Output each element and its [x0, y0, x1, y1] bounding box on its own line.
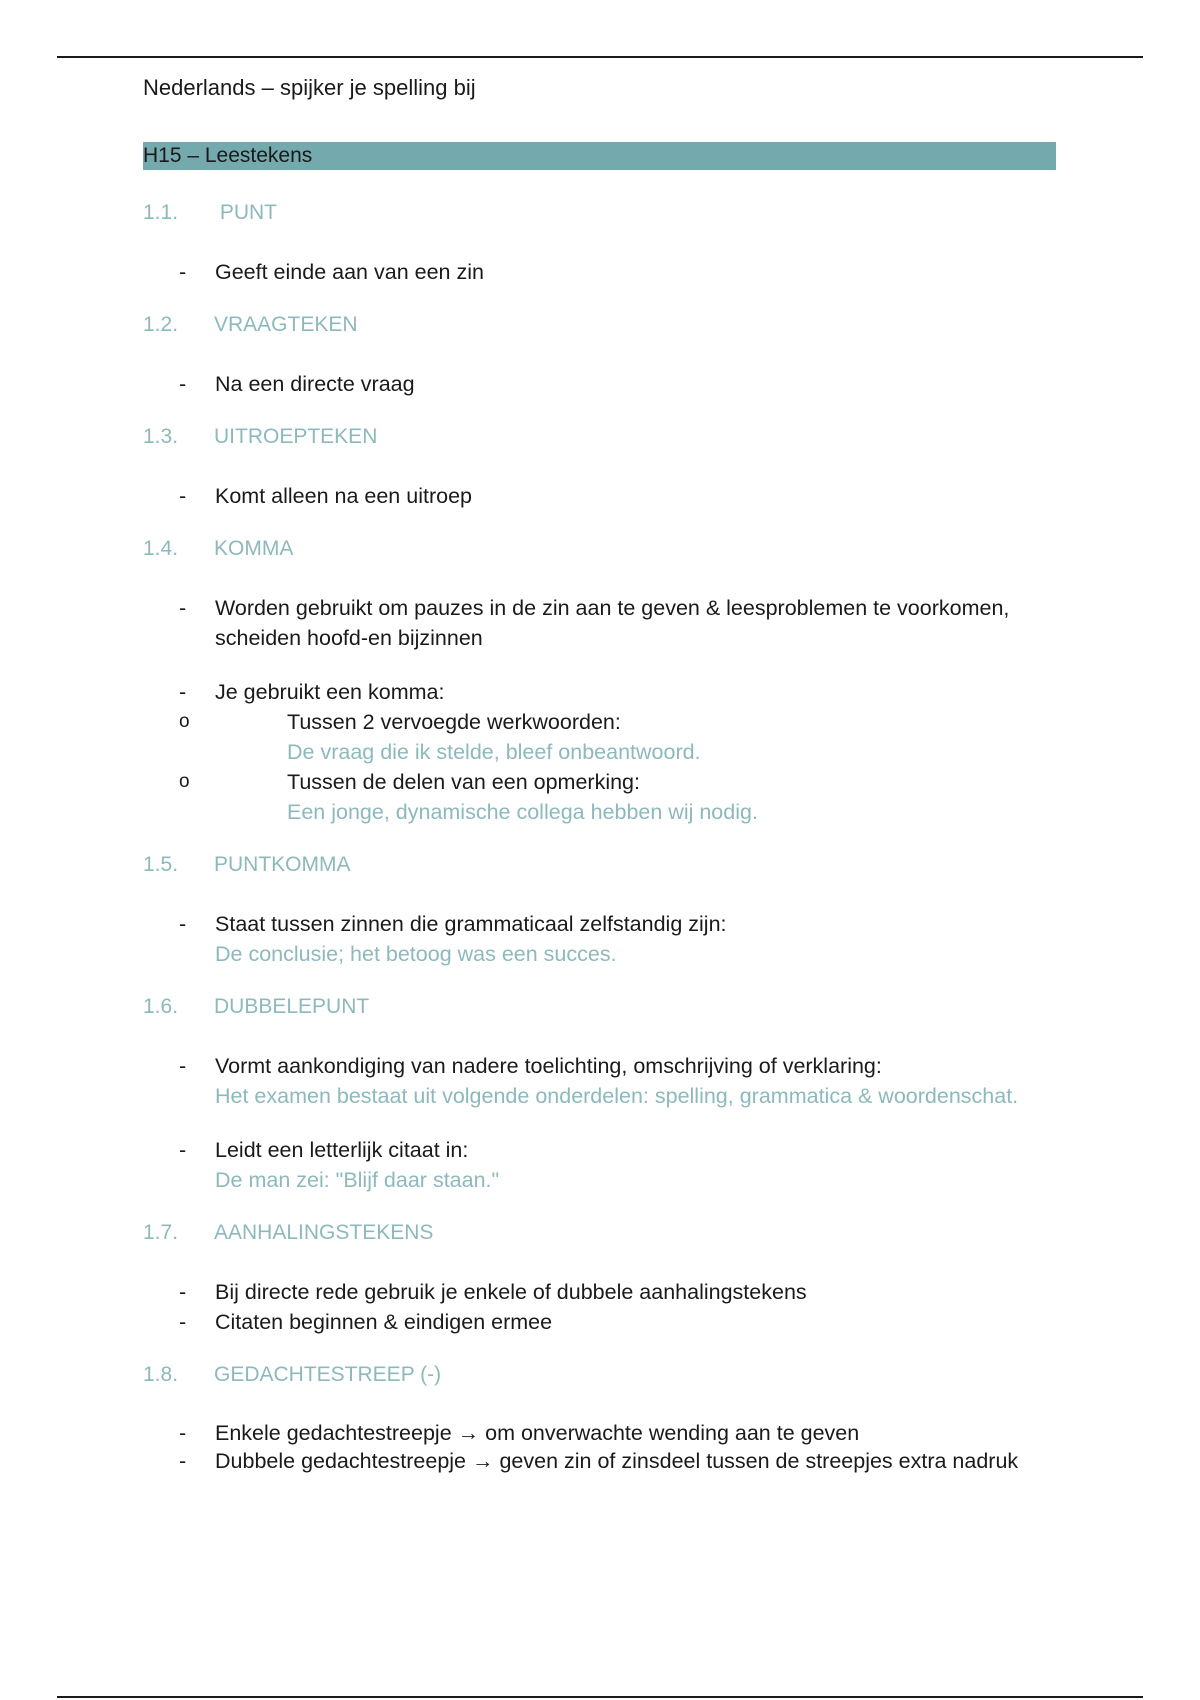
bullet-list — [143, 593, 1063, 827]
section-number: 1.5. — [143, 853, 179, 876]
section-number: 1.3. — [143, 425, 179, 448]
document-page — [143, 74, 1063, 1475]
sub-list-item — [143, 767, 1063, 827]
list-item — [143, 1135, 1063, 1195]
list-item-text: Staat tussen zinnen die grammaticaal zelfstandig zijn: — [215, 912, 727, 936]
list-item-text: Vormt aankondiging van nadere toelichting, omschrijving of verklaring: — [215, 1054, 882, 1078]
section-title: GEDACHTESTREEP (-) — [214, 1363, 442, 1386]
bullet-list — [143, 257, 1063, 287]
list-item: - Dubbele gedachtestreepje → geven zin of zinsdeel tussen de streepjes extra nadruk — [143, 1447, 1063, 1475]
bullet-list — [143, 1051, 1063, 1195]
chapter-heading: H15 – Leestekens — [143, 142, 1056, 170]
section-title: PUNT — [214, 201, 277, 224]
list-item-text: Leidt een letterlijk citaat in: — [215, 1138, 469, 1162]
section-uitroepteken — [143, 423, 1063, 511]
list-item — [143, 677, 1063, 827]
section-number: 1.8. — [143, 1363, 179, 1386]
bullet-list — [143, 1419, 1063, 1475]
section-title: UITROEPTEKEN — [214, 425, 378, 448]
section-komma — [143, 535, 1063, 827]
section-gedachtestreep — [143, 1361, 1063, 1475]
header-rule — [57, 56, 1143, 58]
section-vraagteken — [143, 311, 1063, 399]
document-header: Nederlands – spijker je spelling bij — [143, 75, 476, 100]
list-item: - Na een directe vraag — [143, 369, 1063, 399]
section-heading — [143, 851, 1063, 879]
bullet-list — [143, 481, 1063, 511]
example-text: Het examen bestaat uit volgende onderdelen: spelling, grammatica & woordenschat. — [215, 1084, 1019, 1108]
section-title: PUNTKOMMA — [214, 853, 351, 876]
list-item: - Bij directe rede gebruik je enkele of dubbele aanhalingstekens — [143, 1277, 1063, 1307]
bullet-list — [143, 1277, 1063, 1337]
list-item: - Enkele gedachtestreepje → om onverwachte wending aan te geven — [143, 1419, 1063, 1447]
section-title: VRAAGTEKEN — [214, 313, 358, 336]
footer-rule — [57, 1696, 1143, 1698]
bullet-list — [143, 909, 1063, 969]
section-dubbelepunt — [143, 993, 1063, 1195]
sub-list — [143, 707, 1063, 827]
section-number: 1.2. — [143, 313, 179, 336]
section-title: AANHALINGSTEKENS — [214, 1221, 434, 1244]
section-heading — [143, 993, 1063, 1021]
section-title: KOMMA — [214, 537, 294, 560]
list-item: - Worden gebruikt om pauzes in de zin aan te geven & leesproblemen te voorkomen, scheiden hoofd-en bijzinnen — [143, 593, 1063, 653]
list-item-text: Je gebruikt een komma: — [215, 680, 445, 704]
section-number: 1.7. — [143, 1221, 179, 1244]
example-text: De conclusie; het betoog was een succes. — [215, 942, 617, 966]
list-item: - Komt alleen na een uitroep — [143, 481, 1063, 511]
list-item — [143, 909, 1063, 969]
sub-list-item-text: Tussen de delen van een opmerking: — [287, 770, 640, 794]
example-text: De vraag die ik stelde, bleef onbeantwoord. — [287, 740, 701, 764]
section-heading — [143, 535, 1063, 563]
section-punt — [143, 199, 1063, 287]
example-text: Een jonge, dynamische collega hebben wij nodig. — [287, 800, 758, 824]
section-heading — [143, 199, 1063, 227]
section-heading — [143, 1219, 1063, 1247]
section-number: 1.4. — [143, 537, 179, 560]
list-item: - Geeft einde aan van een zin — [143, 257, 1063, 287]
section-number: 1.6. — [143, 995, 179, 1018]
section-heading — [143, 311, 1063, 339]
bullet-list — [143, 369, 1063, 399]
section-title: DUBBELEPUNT — [214, 995, 370, 1018]
section-number: 1.1. — [143, 201, 179, 224]
section-aanhalingstekens — [143, 1219, 1063, 1337]
example-text: De man zei: "Blijf daar staan." — [215, 1168, 500, 1192]
sub-list-item-text: Tussen 2 vervoegde werkwoorden: — [287, 710, 621, 734]
section-heading — [143, 1361, 1063, 1389]
sub-list-item — [143, 707, 1063, 767]
section-heading — [143, 423, 1063, 451]
section-puntkomma — [143, 851, 1063, 969]
list-item — [143, 1051, 1063, 1111]
list-item: - Citaten beginnen & eindigen ermee — [143, 1307, 1063, 1337]
